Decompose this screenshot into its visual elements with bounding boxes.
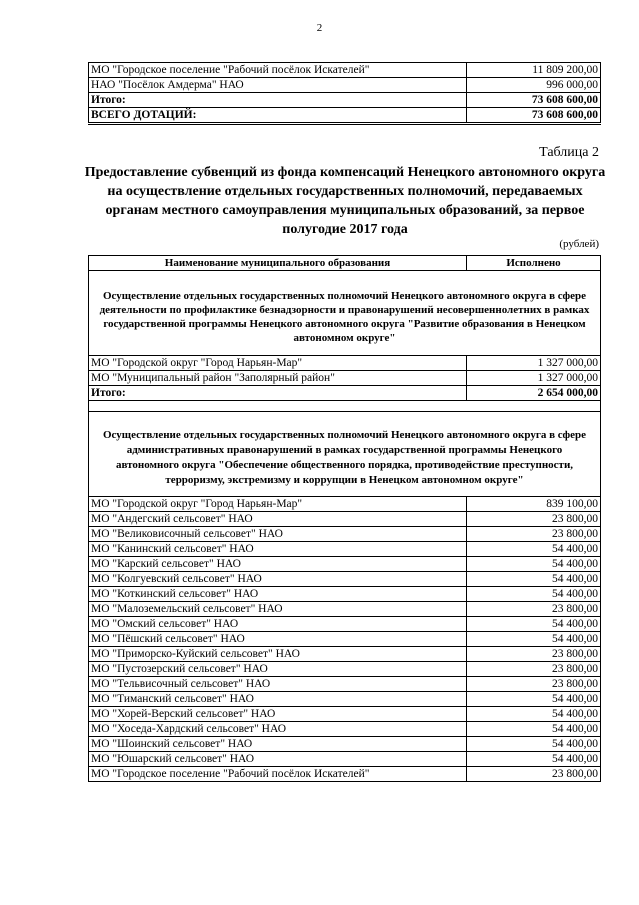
row-value: 54 400,00 (467, 572, 601, 587)
row-name: МО "Городское поселение "Рабочий посёлок Искателей" (89, 767, 467, 782)
row-name: МО "Андегский сельсовет" НАО (89, 512, 467, 527)
grand-total-row (89, 108, 601, 124)
table-header-row (89, 256, 601, 271)
row-name: МО "Приморско-Куйский сельсовет" НАО (89, 647, 467, 662)
table-row (89, 497, 601, 512)
table-row (89, 557, 601, 572)
row-value: 54 400,00 (467, 722, 601, 737)
row-name: МО "Городское поселение "Рабочий посёлок Искателей" (89, 63, 467, 78)
subtotal-label: Итого: (89, 93, 467, 108)
table-row (89, 542, 601, 557)
table-row (89, 572, 601, 587)
table-row (89, 602, 601, 617)
row-value: 54 400,00 (467, 707, 601, 722)
row-value: 11 809 200,00 (467, 63, 601, 78)
row-value: 54 400,00 (467, 542, 601, 557)
table-row (89, 767, 601, 782)
table-number-label: Таблица 2 (539, 145, 599, 160)
row-value: 54 400,00 (467, 557, 601, 572)
row-name: МО "Тельвисочный сельсовет" НАО (89, 677, 467, 692)
row-value: 996 000,00 (467, 78, 601, 93)
row-value: 54 400,00 (467, 692, 601, 707)
table-row (89, 527, 601, 542)
row-name: МО "Юшарский сельсовет" НАО (89, 752, 467, 767)
row-value: 54 400,00 (467, 632, 601, 647)
subventions-table (88, 255, 601, 782)
table-row (89, 63, 601, 78)
row-name: МО "Хоседа-Хардский сельсовет" НАО (89, 722, 467, 737)
row-value: 1 327 000,00 (467, 371, 601, 386)
section-heading-row (89, 412, 601, 497)
subtotal-value: 73 608 600,00 (467, 93, 601, 108)
subtotal-row (89, 93, 601, 108)
row-name: МО "Пустозерский сельсовет" НАО (89, 662, 467, 677)
row-value: 23 800,00 (467, 647, 601, 662)
row-name: МО "Малоземельский сельсовет" НАО (89, 602, 467, 617)
section-heading: Осуществление отдельных государственных полномочий Ненецкого автономного округа в сфере деятельности по профилактике безнадзорности и правонарушений несовершеннолетних в рамках государственной программы Ненецкого автономного округа "Развитие образования в Ненецком автономном округе" (89, 271, 601, 356)
table-row (89, 78, 601, 93)
table-row (89, 752, 601, 767)
header-value: Исполнено (467, 256, 601, 271)
subsidies-summary-table (88, 62, 601, 125)
grand-total-value: 73 608 600,00 (467, 108, 601, 124)
row-name: МО "Колгуевский сельсовет" НАО (89, 572, 467, 587)
row-name: МО "Коткинский сельсовет" НАО (89, 587, 467, 602)
row-value: 54 400,00 (467, 587, 601, 602)
row-name: МО "Омский сельсовет" НАО (89, 617, 467, 632)
table-row (89, 707, 601, 722)
section-heading-row (89, 271, 601, 356)
row-value: 23 800,00 (467, 527, 601, 542)
header-name: Наименование муниципального образования (89, 256, 467, 271)
spacer-row (89, 401, 601, 412)
table-row (89, 617, 601, 632)
table-row (89, 371, 601, 386)
row-value: 23 800,00 (467, 677, 601, 692)
row-value: 839 100,00 (467, 497, 601, 512)
table-row (89, 722, 601, 737)
row-name: МО "Канинский сельсовет" НАО (89, 542, 467, 557)
document-title: Предоставление субвенций из фонда компенсаций Ненецкого автономного округа на осуществление отдельных государственных полномочий, передаваемых органам местного самоуправления муниципальных образований, за первое полугодие 2017 года (84, 165, 606, 237)
table-row (89, 632, 601, 647)
row-name: МО "Пёшский сельсовет" НАО (89, 632, 467, 647)
row-value: 23 800,00 (467, 767, 601, 782)
row-name: МО "Муниципальный район "Заполярный район" (89, 371, 467, 386)
page-number: 2 (316, 22, 323, 34)
row-value: 23 800,00 (467, 662, 601, 677)
row-value: 54 400,00 (467, 737, 601, 752)
row-name: МО "Карский сельсовет" НАО (89, 557, 467, 572)
table-row (89, 692, 601, 707)
unit-label: (рублей) (559, 238, 599, 250)
table-row (89, 647, 601, 662)
section-total-label: Итого: (89, 386, 467, 401)
grand-total-label: ВСЕГО ДОТАЦИЙ: (89, 108, 467, 124)
section-total-value: 2 654 000,00 (467, 386, 601, 401)
table-row (89, 356, 601, 371)
table-row (89, 587, 601, 602)
section-heading: Осуществление отдельных государственных полномочий Ненецкого автономного округа в сфере административных правонарушений в рамках государственной программы Ненецкого автономного округа "Обеспечение общественного порядка, противодействие преступности, терроризму, экстремизму и коррупции в Ненецком автономном округе" (89, 412, 601, 497)
row-value: 1 327 000,00 (467, 356, 601, 371)
row-name: МО "Шоинский сельсовет" НАО (89, 737, 467, 752)
table-row (89, 677, 601, 692)
row-value: 54 400,00 (467, 617, 601, 632)
row-name: МО "Великовисочный сельсовет" НАО (89, 527, 467, 542)
row-name: МО "Тиманский сельсовет" НАО (89, 692, 467, 707)
section-total-row (89, 386, 601, 401)
table-row (89, 662, 601, 677)
row-name: НАО "Посёлок Амдерма" НАО (89, 78, 467, 93)
row-value: 54 400,00 (467, 752, 601, 767)
row-name: МО "Городской округ "Город Нарьян-Мар" (89, 497, 467, 512)
row-value: 23 800,00 (467, 512, 601, 527)
row-name: МО "Городской округ "Город Нарьян-Мар" (89, 356, 467, 371)
row-value: 23 800,00 (467, 602, 601, 617)
table-row (89, 512, 601, 527)
row-name: МО "Хорей-Верский сельсовет" НАО (89, 707, 467, 722)
table-row (89, 737, 601, 752)
